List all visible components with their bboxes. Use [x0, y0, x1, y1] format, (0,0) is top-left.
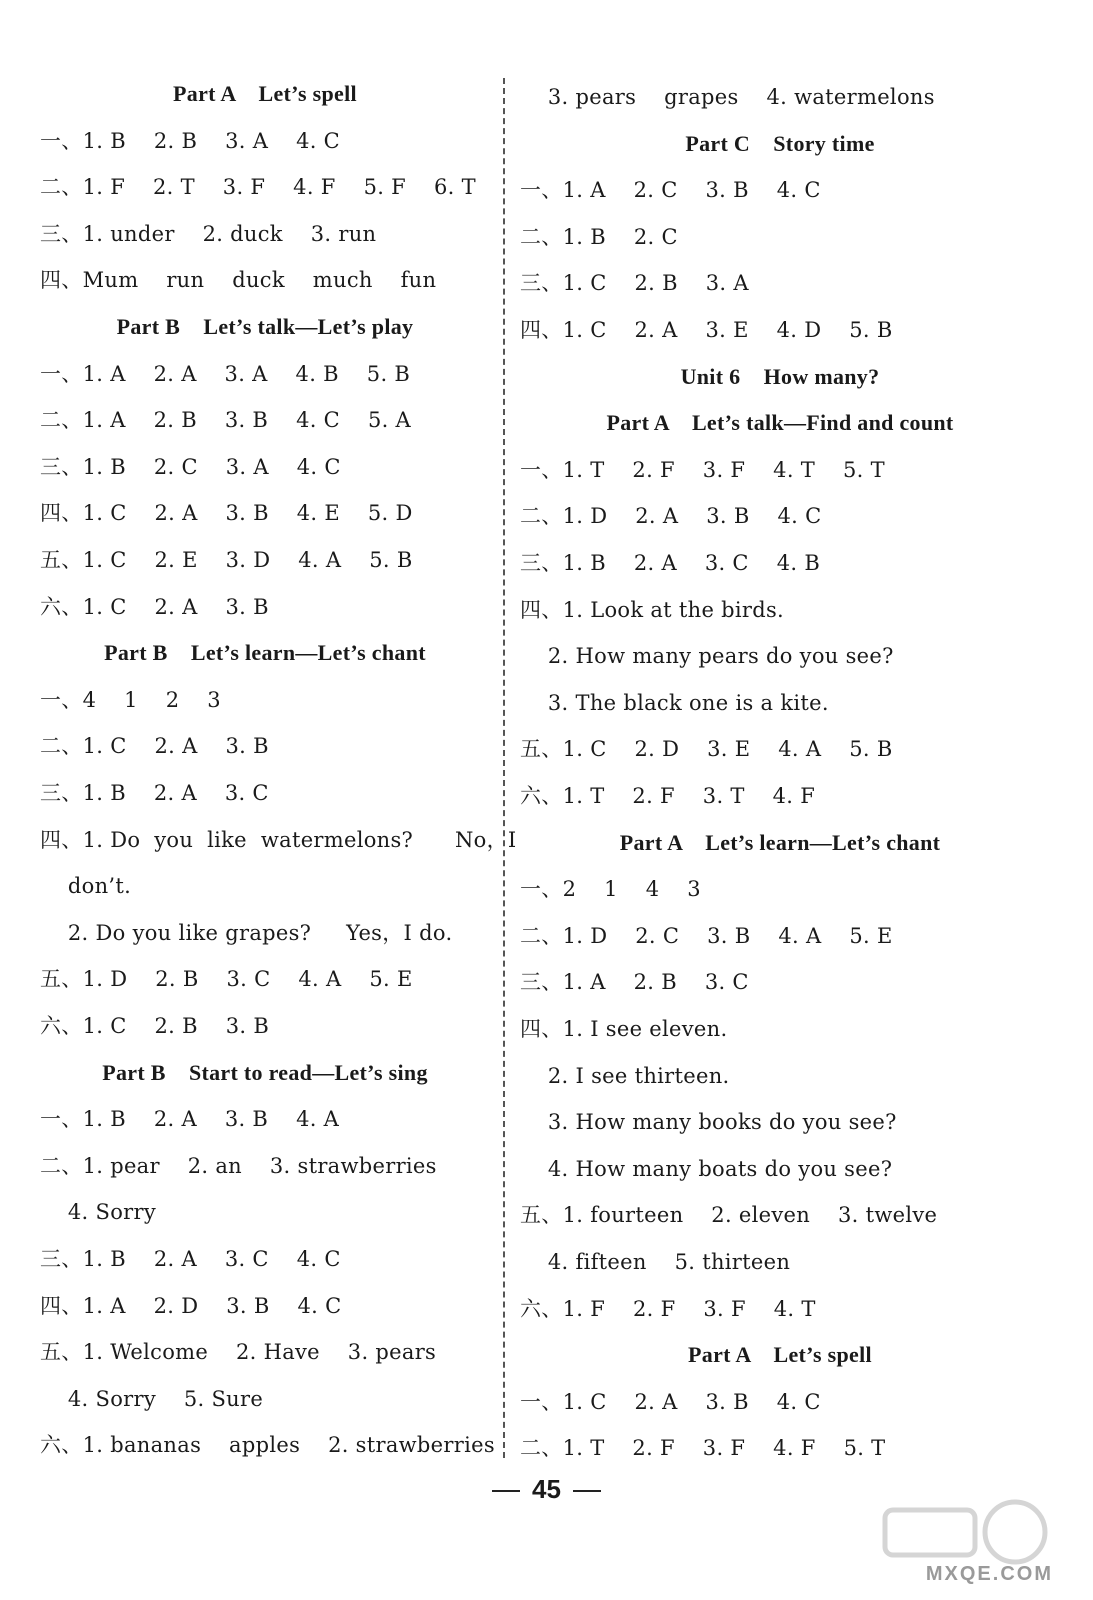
answer-line: 二、1. pear 2. an 3. strawberries: [40, 1153, 437, 1178]
section-heading: Part B Let’s learn—Let’s chant: [104, 640, 426, 666]
answer-line: 五、1. C 2. E 3. D 4. A 5. B: [40, 548, 413, 572]
answer-line: 4. Sorry: [40, 1200, 156, 1225]
answer-line: 2. Do you like grapes? Yes，I do.: [40, 920, 453, 945]
answer-line: 一、1. A 2. A 3. A 4. B 5. B: [40, 361, 411, 386]
answer-line: 六、1. F 2. F 3. F 4. T: [520, 1296, 816, 1321]
section-heading: Part A Let’s learn—Let’s chant: [619, 829, 941, 855]
answer-line: 4. Sorry 5. Sure: [40, 1386, 264, 1411]
section-heading: Unit 6 How many?: [680, 363, 880, 389]
answer-line: 四、1. C 2. A 3. E 4. D 5. B: [520, 318, 893, 342]
section-heading: Part A Let’s spell: [688, 1342, 872, 1368]
answer-line: 四、1. Do you like watermelons? No，I: [40, 827, 517, 852]
answer-line: 二、1. D 2. A 3. B 4. C: [520, 504, 822, 529]
answer-line: 四、1. I see eleven.: [520, 1017, 728, 1041]
answer-line: 三、1. B 2. A 3. C 4. C: [40, 1247, 341, 1271]
answer-line: 一、1. B 2. A 3. B 4. A: [40, 1107, 340, 1132]
answer-line: 四、Mum run duck much fun: [40, 268, 437, 293]
answer-line: 2. How many pears do you see?: [520, 644, 894, 669]
watermark-text: MXQE.COM: [925, 1563, 1053, 1585]
section-heading: Part C Story time: [685, 130, 875, 156]
answer-line: 4. fifteen 5. thirteen: [520, 1250, 791, 1274]
answer-line: 三、1. B 2. A 3. C: [40, 781, 269, 805]
answer-line: 一、1. C 2. A 3. B 4. C: [520, 1389, 821, 1414]
section-heading: Part B Let’s talk—Let’s play: [116, 314, 414, 339]
section-heading: Part A Let’s talk—Find and count: [606, 410, 954, 436]
section-heading: Part B Start to read—Let’s sing: [102, 1059, 428, 1085]
answer-line: 六、1. C 2. A 3. B: [40, 594, 269, 619]
answer-line: 3. The black one is a kite.: [520, 690, 829, 715]
answer-line: 三、1. C 2. B 3. A: [520, 271, 749, 296]
answer-line: 二、1. D 2. C 3. B 4. A 5. E: [520, 923, 893, 948]
column-divider: [503, 78, 505, 1458]
answer-line: 三、1. B 2. A 3. C 4. B: [520, 551, 821, 575]
answer-line: 三、1. B 2. C 3. A 4. C: [40, 454, 341, 479]
answer-line: 六、1. T 2. F 3. T 4. F: [520, 784, 816, 808]
answer-line: 三、1. A 2. B 3. C: [520, 970, 749, 995]
dash-left: [492, 1490, 520, 1492]
answer-line: 一、1. B 2. B 3. A 4. C: [40, 128, 341, 153]
answer-line: 五、1. Welcome 2. Have 3. pears: [40, 1340, 437, 1365]
answer-line: 二、1. T 2. F 3. F 4. F 5. T: [520, 1436, 886, 1461]
answer-line: 四、1. A 2. D 3. B 4. C: [40, 1293, 342, 1318]
answer-line: 四、1. Look at the birds.: [520, 597, 785, 622]
answer-line: 四、1. C 2. A 3. B 4. E 5. D: [40, 501, 413, 526]
answer-line: 二、1. C 2. A 3. B: [40, 734, 269, 759]
answer-line: 一、1. A 2. C 3. B 4. C: [520, 178, 821, 203]
answer-line: 六、1. C 2. B 3. B: [40, 1014, 270, 1038]
section-heading: Part A Let’s spell: [173, 81, 357, 106]
answer-line: don’t.: [40, 874, 132, 899]
answer-line: 六、1. bananas apples 2. strawberries: [40, 1433, 495, 1458]
answer-line: 3. How many books do you see?: [520, 1110, 897, 1135]
answer-line: 二、1. F 2. T 3. F 4. F 5. F 6. T: [40, 175, 476, 200]
answer-line: 4. How many boats do you see?: [520, 1156, 893, 1181]
answer-line: 三、1. under 2. duck 3. run: [40, 221, 377, 246]
page-number-text: 45: [532, 1474, 561, 1504]
answer-line: 一、1. T 2. F 3. F 4. T 5. T: [520, 457, 885, 482]
answer-line: 2. I see thirteen.: [520, 1063, 730, 1088]
answer-line: 一、2 1 4 3: [520, 877, 701, 902]
answer-line: 一、4 1 2 3: [40, 687, 221, 712]
answer-line: 3. pears grapes 4. watermelons: [520, 85, 935, 109]
answer-line: 五、1. C 2. D 3. E 4. A 5. B: [520, 737, 893, 762]
answer-line: 二、1. B 2. C: [520, 224, 678, 249]
dash-right: [573, 1490, 601, 1492]
answer-line: 二、1. A 2. B 3. B 4. C 5. A: [40, 408, 412, 433]
answer-line: 五、1. D 2. B 3. C 4. A 5. E: [40, 967, 413, 992]
answer-line: 五、1. fourteen 2. eleven 3. twelve: [520, 1203, 938, 1228]
